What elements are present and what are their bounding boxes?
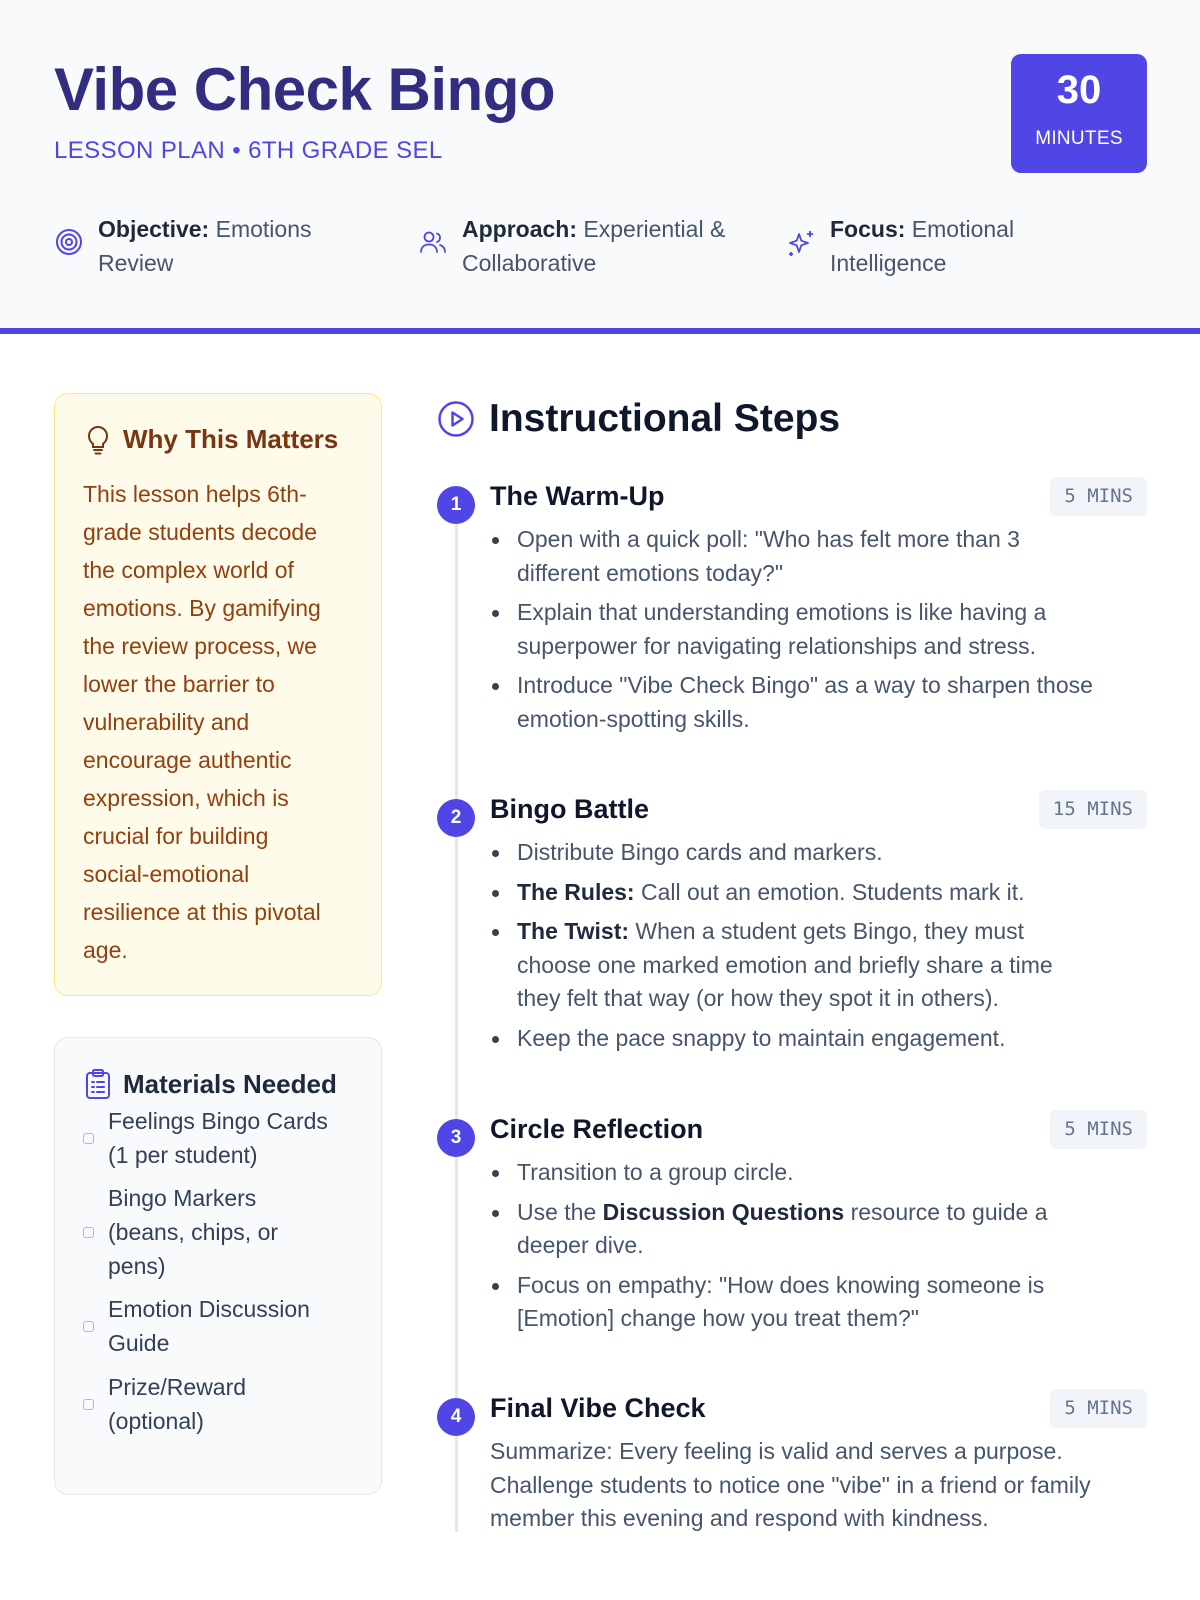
step-duration-badge: 5 MINS: [1050, 477, 1147, 516]
bullet-item: Keep the pace snappy to maintain engagement.: [490, 1022, 1150, 1056]
sparkles-icon: [786, 228, 818, 260]
step-duration-badge: 5 MINS: [1050, 1389, 1147, 1428]
page-header: [0, 0, 1200, 334]
meta-label: Objective:: [98, 216, 210, 242]
why-card-header: [85, 424, 338, 455]
why-card-text: This lesson helps 6th- grade students decode the complex world of emotions. By gamifying the review process, we lower the barrier to vulnerability and encourage authentic expression, which is crucial for building social-emotional resilience at this pivotal age.: [83, 481, 321, 963]
duration-unit: MINUTES: [1035, 128, 1123, 149]
steps-section-header: [437, 397, 840, 441]
meta-focus: [786, 212, 1086, 280]
step-number: 4: [437, 1398, 475, 1436]
material-item: [83, 1292, 310, 1360]
bullet-item: Distribute Bingo cards and markers.: [490, 836, 1150, 870]
bullet-item: The Rules: Call out an emotion. Students mark it.: [490, 876, 1150, 910]
bullet-item: Transition to a group circle.: [490, 1156, 1150, 1190]
step-bullets: [490, 1156, 1150, 1342]
page-title: Vibe Check Bingo: [54, 56, 556, 123]
bullet-item: Use the Discussion Questions resource to guide a deeper dive.: [490, 1196, 1150, 1263]
step-title: Bingo Battle: [490, 794, 649, 824]
bullet-item: Explain that understanding emotions is like having a superpower for navigating relationships and stress.: [490, 596, 1150, 663]
meta-objective: [54, 212, 374, 280]
materials-header: [85, 1068, 337, 1100]
meta-value: Emotions: [215, 216, 312, 242]
step-duration-badge: 5 MINS: [1050, 1110, 1147, 1149]
step-number: 3: [437, 1119, 475, 1157]
material-item: [83, 1181, 278, 1283]
duration-value: 30: [1056, 68, 1102, 112]
duration-badge: [1011, 54, 1147, 173]
page-subtitle: LESSON PLAN • 6TH GRADE SEL: [54, 137, 443, 164]
why-this-matters-card: [54, 393, 382, 996]
users-icon: [418, 228, 450, 260]
step-bullets: [490, 523, 1150, 742]
lightbulb-icon: [85, 425, 111, 455]
checkbox-icon[interactable]: [83, 1399, 94, 1410]
meta-value: Experiential &: [583, 216, 726, 242]
bullet-item: Introduce "Vibe Check Bingo" as a way to sharpen those emotion-spotting skills.: [490, 669, 1150, 736]
materials-card: [54, 1037, 382, 1495]
step-bullets: [490, 836, 1150, 1061]
steps-section-title: Instructional Steps: [489, 397, 841, 440]
bullet-item: Focus on empathy: "How does knowing someone is [Emotion] change how you treat them?": [490, 1269, 1150, 1336]
meta-label: Approach:: [462, 216, 577, 242]
bullet-item: The Twist: When a student gets Bingo, they must choose one marked emotion and briefly share a time they felt that way (or how they spot it in others).: [490, 915, 1150, 1016]
step-title: Final Vibe Check: [490, 1393, 706, 1423]
meta-value: Collaborative: [462, 250, 597, 276]
meta-approach: [418, 212, 748, 280]
material-label: Bingo Markers (beans, chips, or pens): [108, 1185, 279, 1279]
checkbox-icon[interactable]: [83, 1321, 94, 1332]
meta-label: Focus:: [830, 216, 906, 242]
material-label: Emotion Discussion Guide: [108, 1296, 310, 1356]
timeline-line: [455, 515, 458, 1532]
material-label: Prize/Reward (optional): [108, 1374, 247, 1434]
meta-value: Intelligence: [830, 250, 947, 276]
target-icon: [54, 228, 86, 260]
why-card-title: Why This Matters: [123, 424, 339, 454]
play-circle-icon: [437, 400, 475, 438]
step-number: 2: [437, 799, 475, 837]
bullet-item: Open with a quick poll: "Who has felt more than 3 different emotions today?": [490, 523, 1150, 590]
material-label: Feelings Bingo Cards (1 per student): [108, 1108, 328, 1168]
material-item: [83, 1370, 246, 1438]
meta-value: Emotional: [911, 216, 1015, 242]
step-summary: Summarize: Every feeling is valid and serves a purpose. Challenge students to notice one "vibe" in a friend or family member this evening and respond with kindness.: [490, 1438, 1091, 1531]
material-item: [83, 1104, 328, 1172]
checkbox-icon[interactable]: [83, 1133, 94, 1144]
step-title: Circle Reflection: [490, 1114, 704, 1144]
clipboard-icon: [85, 1068, 111, 1100]
materials-title: Materials Needed: [123, 1068, 337, 1099]
step-title: The Warm-Up: [490, 481, 665, 511]
meta-value: Review: [98, 250, 174, 276]
checkbox-icon[interactable]: [83, 1227, 94, 1238]
step-duration-badge: 15 MINS: [1039, 790, 1147, 829]
step-number: 1: [437, 486, 475, 524]
